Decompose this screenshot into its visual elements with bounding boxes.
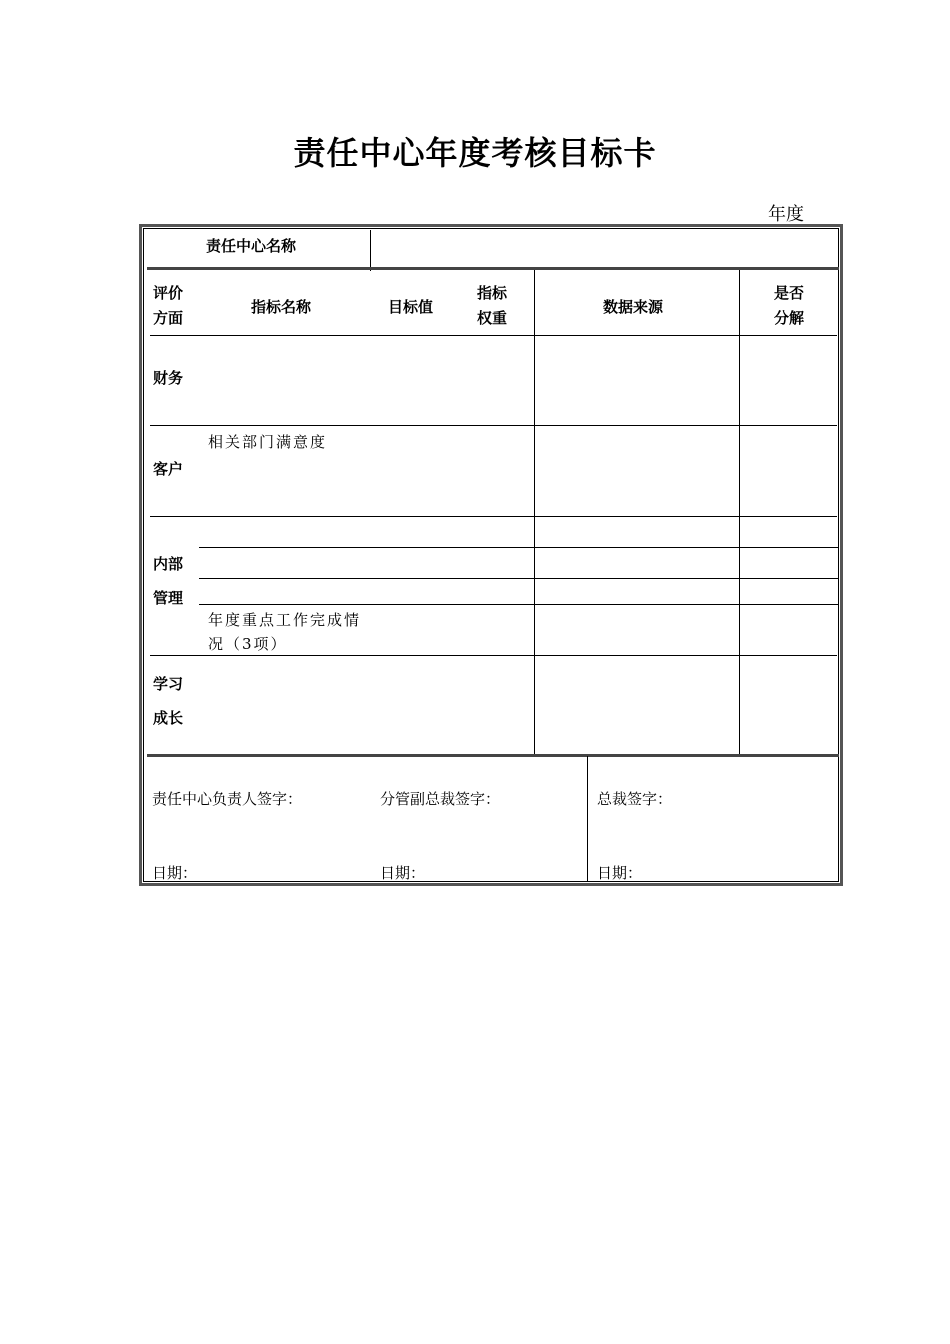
divider [534, 270, 535, 756]
center-head-signature: 责任中心负责人签字： [152, 790, 303, 808]
divider [199, 604, 839, 605]
header-eval-dimension [153, 281, 183, 331]
customer-indicator: 相关部门满意度 [208, 433, 328, 451]
divider [199, 547, 839, 548]
internal-indicator [208, 608, 361, 656]
divider [147, 754, 839, 757]
divider [587, 756, 588, 882]
section-learning-line: 成长 [153, 709, 184, 727]
center-head-date: 日期： [152, 864, 198, 882]
section-customer: 客户 [153, 460, 184, 478]
divider [147, 267, 839, 270]
header-indicator-name: 指标名称 [251, 298, 312, 316]
section-finance: 财务 [153, 369, 184, 387]
year-label: 年度 [768, 204, 804, 225]
section-internal [153, 547, 183, 615]
divider [199, 578, 839, 579]
header-decompose-line: 分解 [774, 309, 805, 327]
header-decompose [774, 281, 804, 331]
divider [150, 335, 837, 336]
internal-indicator-line: 况（3项） [208, 635, 288, 653]
center-name-value[interactable] [372, 230, 837, 268]
internal-indicator-line: 年度重点工作完成情 [208, 611, 362, 629]
header-target-value: 目标值 [388, 298, 434, 316]
section-internal-line: 内部 [153, 555, 184, 573]
vice-president-date: 日期： [380, 864, 426, 882]
center-name-label: 责任中心名称 [206, 237, 297, 255]
section-learning-line: 学习 [153, 675, 184, 693]
header-data-source: 数据来源 [603, 298, 664, 316]
divider [150, 516, 837, 517]
page-title: 责任中心年度考核目标卡 [293, 134, 657, 172]
president-signature: 总裁签字： [597, 790, 673, 808]
vice-president-signature: 分管副总裁签字： [380, 790, 501, 808]
header-indicator-weight [477, 281, 507, 331]
section-learning [153, 667, 183, 735]
president-date: 日期： [597, 864, 643, 882]
divider [150, 425, 837, 426]
section-internal-line: 管理 [153, 589, 184, 607]
header-eval-dimension-line: 方面 [153, 309, 184, 327]
header-indicator-weight-line: 权重 [477, 309, 508, 327]
header-decompose-line: 是否 [774, 284, 805, 302]
header-eval-dimension-line: 评价 [153, 284, 184, 302]
header-indicator-weight-line: 指标 [477, 284, 508, 302]
divider [370, 230, 371, 271]
divider [739, 270, 740, 756]
